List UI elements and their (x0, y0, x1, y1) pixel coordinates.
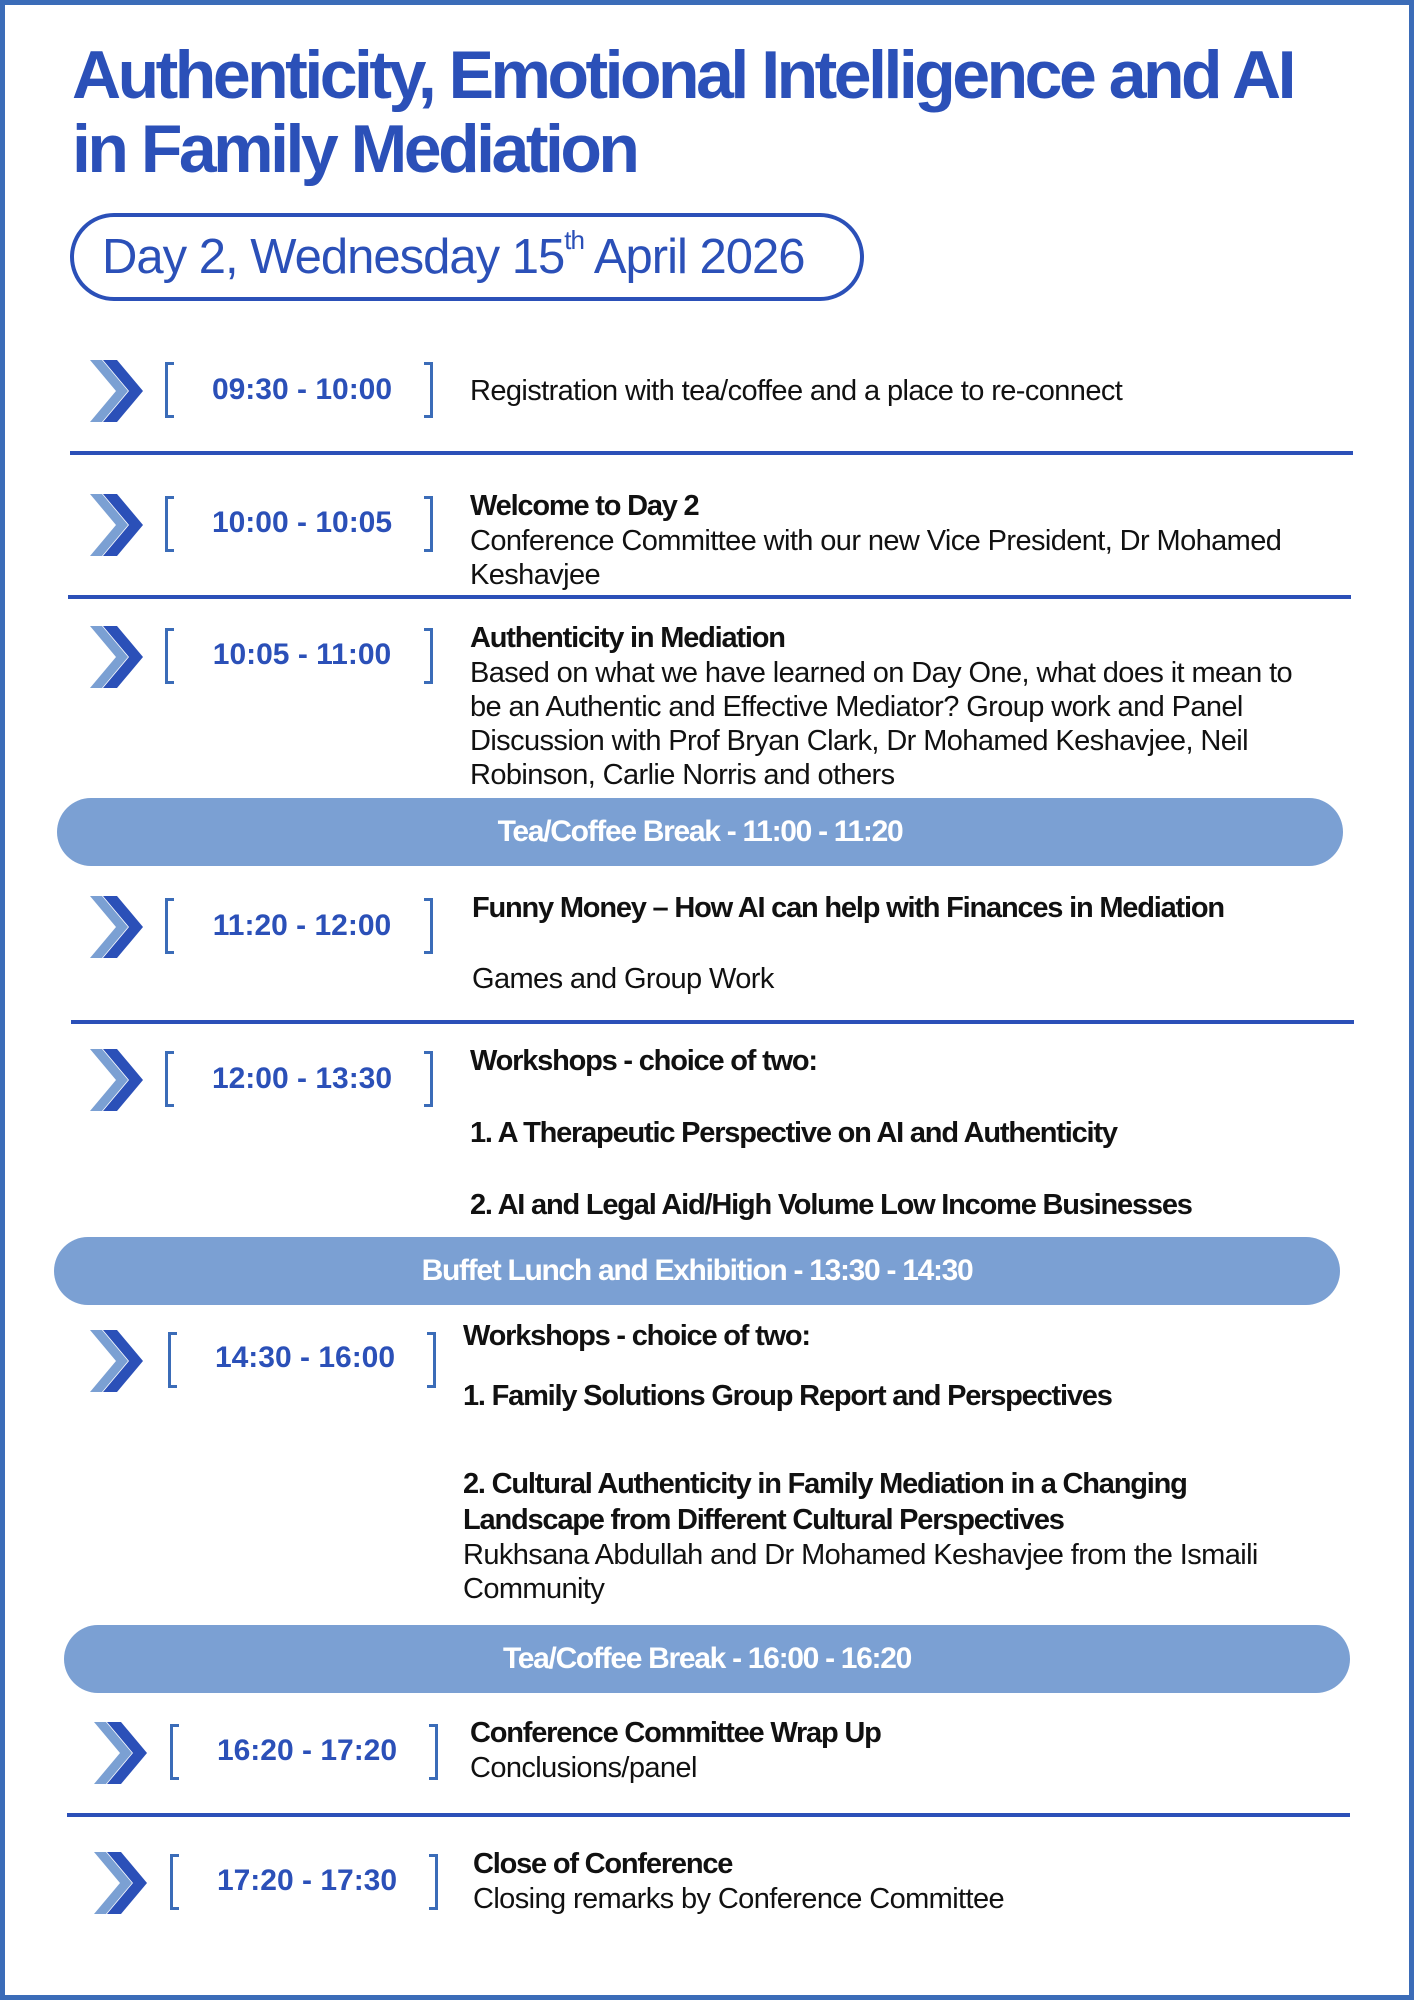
divider (68, 595, 1351, 599)
time-bracket-left (168, 1332, 177, 1388)
page-title (72, 38, 1372, 186)
session-description: Community (463, 1573, 605, 1605)
session-description: Conclusions/panel (470, 1752, 697, 1784)
time-bracket-right (429, 1724, 438, 1780)
time-bracket-right (427, 1332, 436, 1388)
workshop-option-1: 1. Family Solutions Group Report and Perspectives (463, 1380, 1112, 1412)
day-suffix: April 2026 (583, 230, 805, 284)
title-line-2: in Family Mediation (72, 111, 637, 187)
divider (67, 1813, 1350, 1817)
time-bracket-right (424, 1051, 433, 1107)
session-description: Based on what we have learned on Day One, what does it mean to (470, 657, 1293, 689)
time-bracket-left (165, 628, 174, 684)
time-bracket-left (165, 898, 174, 954)
session-content (473, 1846, 1393, 1916)
session-description: be an Authentic and Effective Mediator? Group work and Panel (470, 691, 1243, 723)
session-time: 10:00 - 10:05 (211, 506, 393, 539)
time-bracket-left (165, 496, 174, 552)
time-bracket-left (165, 1051, 174, 1107)
time-bracket-left (170, 1724, 179, 1780)
session-description: Games and Group Work (472, 963, 774, 995)
session-description: Conference Committee with our new Vice President, Dr Mohamed (470, 525, 1282, 557)
session-title: Welcome to Day 2 (470, 490, 699, 522)
time-bracket-right (424, 628, 433, 684)
double-chevron-right-icon (92, 1850, 148, 1916)
session-time: 11:20 - 12:00 (212, 909, 392, 942)
session-description: Registration with tea/coffee and a place to re-connect (470, 375, 1123, 407)
session-time: 10:05 - 11:00 (212, 638, 392, 671)
session-description: Robinson, Carlie Norris and others (470, 759, 895, 791)
double-chevron-right-icon (88, 894, 144, 960)
session-content (463, 1318, 1383, 1606)
session-time: 09:30 - 10:00 (211, 373, 393, 406)
workshop-option-1: 1. A Therapeutic Perspective on AI and Authenticity (470, 1117, 1117, 1149)
time-bracket-right (424, 362, 433, 418)
break-banner: Tea/Coffee Break - 16:00 - 16:20 (64, 1625, 1350, 1693)
double-chevron-right-icon (88, 492, 144, 558)
time-bracket-left (170, 1854, 179, 1910)
session-content (472, 890, 1392, 996)
session-title: Authenticity in Mediation (470, 622, 785, 654)
time-bracket-right (429, 1854, 438, 1910)
session-description: Closing remarks by Conference Committee (473, 1883, 1005, 1915)
session-time: 12:00 - 13:30 (211, 1062, 393, 1095)
time-bracket-left (165, 362, 174, 418)
divider (71, 1020, 1354, 1024)
double-chevron-right-icon (88, 358, 144, 424)
double-chevron-right-icon (88, 1047, 144, 1113)
double-chevron-right-icon (88, 624, 144, 690)
double-chevron-right-icon (92, 1720, 148, 1786)
divider (70, 451, 1353, 455)
workshop-option-2: 2. Cultural Authenticity in Family Mediation in a Changing (463, 1468, 1187, 1500)
double-chevron-right-icon (88, 1328, 144, 1394)
day-badge (70, 213, 864, 301)
time-bracket-right (424, 496, 433, 552)
break-banner: Tea/Coffee Break - 11:00 - 11:20 (57, 798, 1343, 866)
session-description: Discussion with Prof Bryan Clark, Dr Mohamed Keshavjee, Neil (470, 725, 1248, 757)
session-title: Close of Conference (473, 1848, 733, 1880)
session-description: Keshavjee (470, 559, 601, 591)
day-prefix: Day 2, Wednesday 15 (102, 230, 565, 284)
session-time: 17:20 - 17:30 (216, 1864, 398, 1897)
time-bracket-right (424, 898, 433, 954)
session-content (470, 374, 1390, 408)
session-title: Conference Committee Wrap Up (470, 1717, 881, 1749)
break-banner: Buffet Lunch and Exhibition - 13:30 - 14:30 (54, 1237, 1340, 1305)
session-time: 16:20 - 17:20 (216, 1734, 398, 1767)
title-line-1: Authenticity, Emotional Intelligence and AI (72, 37, 1293, 113)
workshop-option-2: Landscape from Different Cultural Perspectives (463, 1504, 1064, 1536)
session-title: Workshops - choice of two: (463, 1320, 810, 1352)
session-title: Workshops - choice of two: (470, 1045, 817, 1077)
session-content (470, 1043, 1390, 1223)
workshop-option-2: 2. AI and Legal Aid/High Volume Low Income Businesses (470, 1189, 1192, 1221)
day-ordinal-suffix: th (564, 225, 584, 255)
session-time: 14:30 - 16:00 (214, 1341, 396, 1374)
session-content (470, 1715, 1390, 1785)
session-title: Funny Money – How AI can help with Finances in Mediation (472, 892, 1224, 924)
session-description: Rukhsana Abdullah and Dr Mohamed Keshavjee from the Ismaili (463, 1539, 1258, 1571)
session-content (470, 620, 1390, 792)
session-content (470, 488, 1390, 592)
